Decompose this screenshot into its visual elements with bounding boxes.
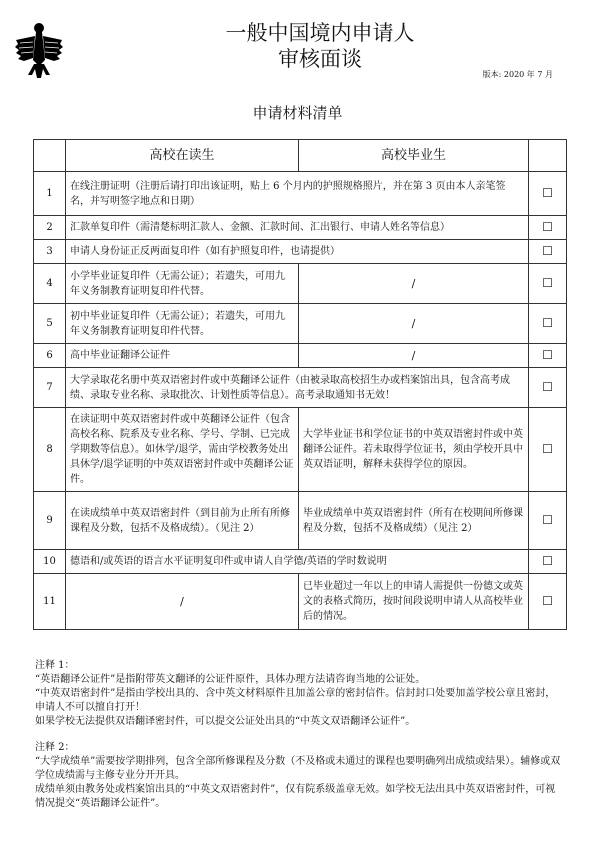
row-number: 11 xyxy=(34,574,66,630)
requirement-text: 汇款单复印件（需清楚标明汇款人、金额、汇款时间、汇出银行、申请人姓名等信息） xyxy=(66,216,529,240)
checkbox[interactable]: ☐ xyxy=(529,172,567,216)
note2-line: “大学成绩单”需要按学期排列，包含全部所修课程及分数（不及格或未通过的课程也要明确列出成绩或结果）。辅修或双学位成绩需与主修专业分开开具。 xyxy=(35,756,561,781)
not-applicable-slash: / xyxy=(299,304,529,344)
requirement-in-school: 在读证明中英双语密封件或中英翻译公证件（包含高校名称、院系及专业名称、学号、学制、已完成学期数等信息）。如休学/退学，需由学校教务处出具休学/退学证明的中英双语密封件或中英翻译公证件。 xyxy=(66,408,299,492)
checkbox[interactable]: ☐ xyxy=(529,408,567,492)
header-empty-cell xyxy=(34,140,66,172)
note1-line: 如果学校无法提供双语翻译密封件，可以提交公证处出具的“中英文双语翻译公证件”。 xyxy=(35,716,416,727)
requirement-text: 申请人身份证正反两面复印件（如有护照复印件，也请提供） xyxy=(66,240,529,264)
requirement-in-school: 小学毕业证复印件（无需公证）；若遗失，可用九年义务制教育证明复印件代替。 xyxy=(66,264,299,304)
not-applicable-slash: / xyxy=(299,344,529,368)
checkbox[interactable]: ☐ xyxy=(529,550,567,574)
document-subtitle: 申请材料清单 xyxy=(252,104,343,122)
row-number: 6 xyxy=(34,344,66,368)
checkbox[interactable]: ☐ xyxy=(529,304,567,344)
requirement-graduate: 大学毕业证书和学位证书的中英双语密封件或中英翻译公证件。若未取得学位证书，须由学校开具中英双语证明，解释未获得学位的原因。 xyxy=(299,408,529,492)
note1-line: “中英双语密封件”是指由学校出具的、含中英文材料原件且加盖公章的密封信件。信封封口处要加盖学校公章且密封，申请人不可以擅自打开！ xyxy=(35,688,556,713)
table-row xyxy=(34,492,567,550)
checkbox[interactable]: ☐ xyxy=(529,574,567,630)
row-number: 2 xyxy=(34,216,66,240)
note1-line: “英语翻译公证件”是指附带英文翻译的公证件原件，具体办理方法请咨询当地的公证处。 xyxy=(35,674,426,685)
header-check-cell xyxy=(529,140,567,172)
requirement-in-school: 高中毕业证翻译公证件 xyxy=(66,344,299,368)
row-number: 9 xyxy=(34,492,66,550)
table-header-row xyxy=(34,140,567,172)
table-row xyxy=(34,304,567,344)
note1-title: 注释 1： xyxy=(35,660,75,671)
table-row xyxy=(34,264,567,304)
page-title-line1: 一般中国境内申请人 xyxy=(225,21,415,45)
table-row xyxy=(34,172,567,216)
checkbox[interactable]: ☐ xyxy=(529,368,567,408)
requirement-text: 大学录取花名册中英双语密封件或中英翻译公证件（由被录取高校招生办或档案馆出具，包含高考成绩、录取专业名称、录取批次、计划性质等信息）。高考录取通知书无效！ xyxy=(66,368,529,408)
row-number: 4 xyxy=(34,264,66,304)
column-header-in-school: 高校在读生 xyxy=(66,140,299,172)
checkbox[interactable]: ☐ xyxy=(529,216,567,240)
note2-line: 成绩单须由教务处或档案馆出具的“中英文双语密封件”，仅有院系级盖章无效。如学校无法出具中英双语密封件，可视情况提交“英语翻译公证件”。 xyxy=(35,784,556,809)
table-row xyxy=(34,240,567,264)
requirement-graduate: 已毕业超过一年以上的申请人需提供一份德文或英文的表格式简历，按时间段说明申请人从高校毕业后的情况。 xyxy=(299,574,529,630)
requirement-in-school: 在读成绩单中英双语密封件（到目前为止所有所修课程及分数，包括不及格成绩）。（见注 2） xyxy=(66,492,299,550)
table-row xyxy=(34,368,567,408)
row-number: 8 xyxy=(34,408,66,492)
notes-section xyxy=(35,659,565,811)
table-row xyxy=(34,216,567,240)
table-row xyxy=(34,550,567,574)
row-number: 10 xyxy=(34,550,66,574)
requirement-graduate: 毕业成绩单中英双语密封件（所有在校期间所修课程及分数，包括不及格成绩）（见注 2） xyxy=(299,492,529,550)
column-header-graduate: 高校毕业生 xyxy=(299,140,529,172)
note2-title: 注释 2： xyxy=(35,742,75,753)
requirement-text: 在线注册证明（注册后请打印出该证明，贴上 6 个月内的护照规格照片，并在第 3 页由本人亲笔签名，并写明签字地点和日期） xyxy=(66,172,529,216)
page-title-line2: 审核面谈 xyxy=(278,47,362,71)
not-applicable-slash: / xyxy=(66,574,299,630)
table-row xyxy=(34,408,567,492)
table-row xyxy=(34,574,567,630)
eagle-emblem-logo xyxy=(14,20,64,82)
materials-checklist-table xyxy=(33,139,567,630)
row-number: 7 xyxy=(34,368,66,408)
row-number: 3 xyxy=(34,240,66,264)
edition-label: 版本: 2020 年 7 月 xyxy=(482,70,553,79)
table-row xyxy=(34,344,567,368)
row-number: 1 xyxy=(34,172,66,216)
checkbox[interactable]: ☐ xyxy=(529,492,567,550)
row-number: 5 xyxy=(34,304,66,344)
requirement-text: 德语和/或英语的语言水平证明复印件或申请人自学德/英语的学时数说明 xyxy=(66,550,529,574)
checkbox[interactable]: ☐ xyxy=(529,264,567,304)
requirement-in-school: 初中毕业证复印件（无需公证）；若遗失，可用九年义务制教育证明复印件代替。 xyxy=(66,304,299,344)
checkbox[interactable]: ☐ xyxy=(529,344,567,368)
not-applicable-slash: / xyxy=(299,264,529,304)
checkbox[interactable]: ☐ xyxy=(529,240,567,264)
